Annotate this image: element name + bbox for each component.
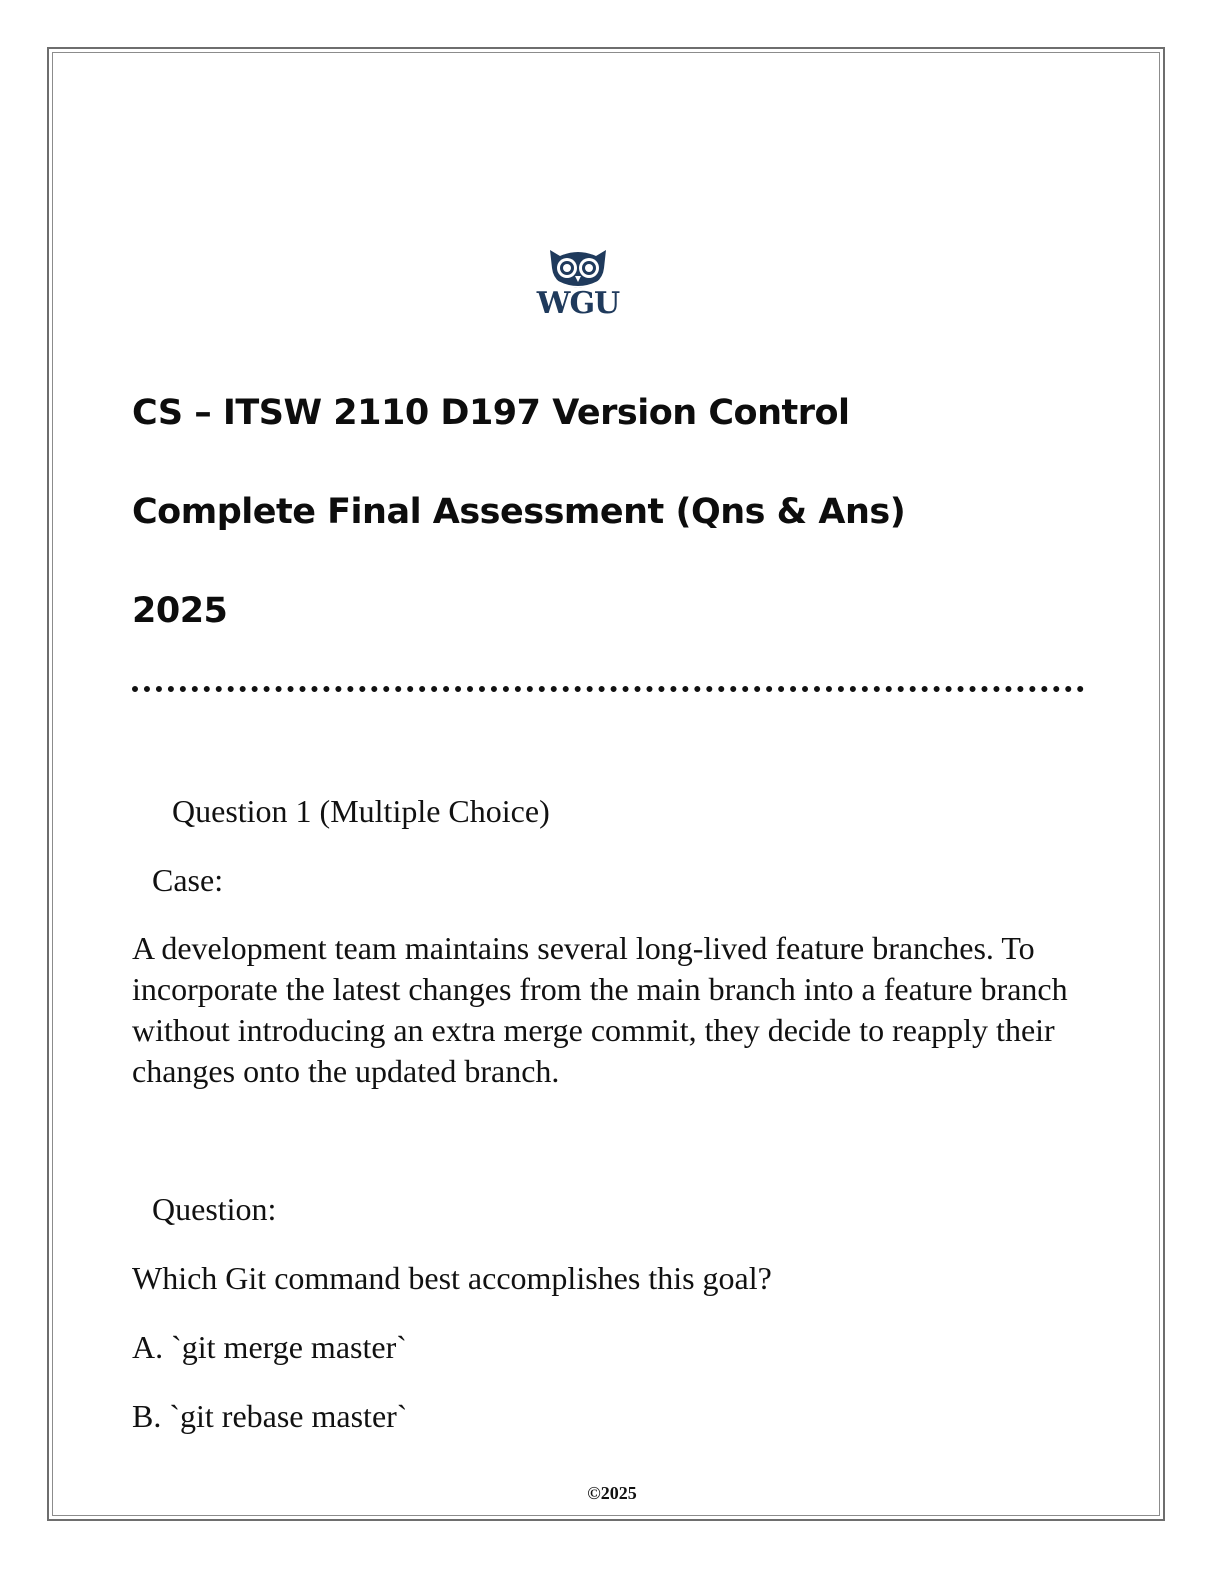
question-heading: Question 1 (Multiple Choice) [172,793,550,829]
logo-text: WGU [536,286,620,321]
document-subtitle: Complete Final Assessment (Qns & Ans) [132,492,906,532]
case-paragraph: A development team maintains several long-lived feature branches. To incorporate the latest changes from the main branch into a feature branch without introducing an extra merge commit, they decide to reapply their changes onto the updated branch. [132,930,1068,1089]
footer-copyright: ©2025 [587,1483,637,1503]
document-title: CS – ITSW 2110 D197 Version Control [132,393,850,433]
question-label: Question: [152,1191,277,1227]
dotted-divider [132,686,1084,692]
document-year: 2025 [132,591,228,631]
owl-icon [546,246,610,290]
case-label: Case: [152,862,224,898]
option-a: A. `git merge master` [132,1329,407,1365]
wgu-logo [530,246,626,326]
question-text: Which Git command best accomplishes this goal? [132,1260,772,1296]
option-b: B. `git rebase master` [132,1398,408,1434]
